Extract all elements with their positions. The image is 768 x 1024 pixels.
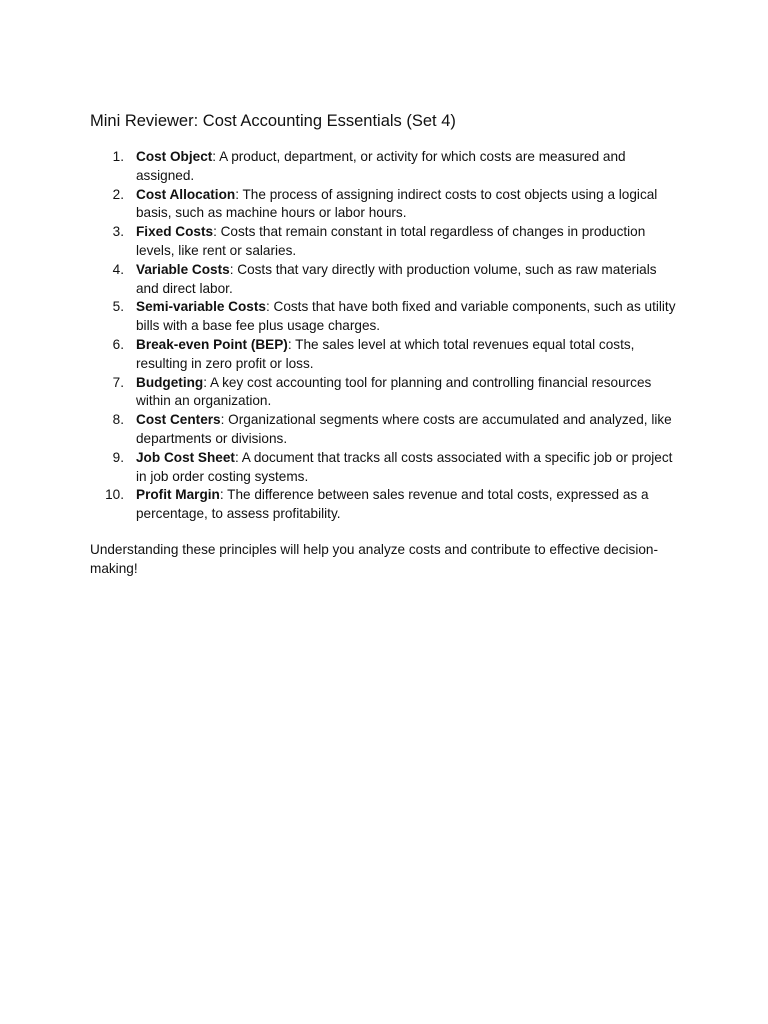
item-term: Break-even Point (BEP): [136, 336, 288, 352]
item-term: Cost Allocation: [136, 186, 236, 202]
item-number: 2.: [112, 186, 124, 202]
terms-list: [90, 148, 680, 524]
document-page: [90, 110, 680, 578]
item-definition: : A product, department, or activity for which costs are measured and assigned.: [136, 149, 626, 183]
item-term: Cost Centers: [136, 412, 221, 428]
item-number: 9.: [112, 449, 124, 465]
item-definition: : Costs that vary directly with production volume, such as raw materials and direct labor.: [136, 261, 657, 296]
item-definition: : The sales level at which total revenues equal total costs, resulting in zero profit or loss.: [136, 336, 635, 371]
item-number: 7.: [112, 374, 124, 390]
item-definition: : Costs that remain constant in total regardless of changes in production levels, like rent or salaries.: [136, 224, 646, 258]
item-term: Budgeting: [136, 374, 204, 390]
item-number: 6.: [112, 336, 124, 352]
list-item: [90, 298, 680, 336]
item-definition: : The difference between sales revenue and total costs, expressed as a percentage, to assess profitability.: [136, 487, 649, 522]
item-definition: : Costs that have both fixed and variable components, such as utility bills with a base fee plus usage charges.: [136, 299, 676, 334]
list-item: [90, 223, 680, 261]
item-definition: : A key cost accounting tool for planning and controlling financial resources within an organization.: [136, 374, 652, 409]
list-item: [90, 449, 680, 487]
item-definition: : The process of assigning indirect costs to cost objects using a logical basis, such as machine hours or labor hours.: [136, 186, 658, 221]
list-item: [90, 261, 680, 299]
item-number: 8.: [112, 412, 124, 428]
item-number: 4.: [112, 261, 124, 277]
list-item: [90, 336, 680, 374]
item-term: Cost Object: [136, 149, 213, 164]
item-term: Semi-variable Costs: [136, 299, 266, 315]
item-number: 10.: [105, 487, 124, 503]
item-term: Profit Margin: [136, 487, 220, 503]
list-item: [90, 148, 680, 186]
document-title: Mini Reviewer: Cost Accounting Essentials (Set 4): [90, 112, 456, 130]
item-definition: : Organizational segments where costs are accumulated and analyzed, like departments or divisions.: [136, 412, 672, 446]
item-number: 3.: [112, 224, 124, 240]
item-number: 5.: [112, 299, 124, 315]
item-definition: : A document that tracks all costs associated with a specific job or project in job order costing systems.: [136, 449, 673, 484]
list-item: [90, 186, 680, 224]
item-term: Fixed Costs: [136, 224, 214, 240]
item-term: Job Cost Sheet: [136, 449, 235, 465]
list-item: [90, 486, 680, 524]
closing-paragraph: Understanding these principles will help you analyze costs and contribute to effective decision-making!: [90, 541, 658, 576]
item-term: Variable Costs: [136, 261, 230, 277]
item-number: 1.: [112, 149, 124, 164]
list-item: [90, 411, 680, 449]
list-item: [90, 374, 680, 412]
